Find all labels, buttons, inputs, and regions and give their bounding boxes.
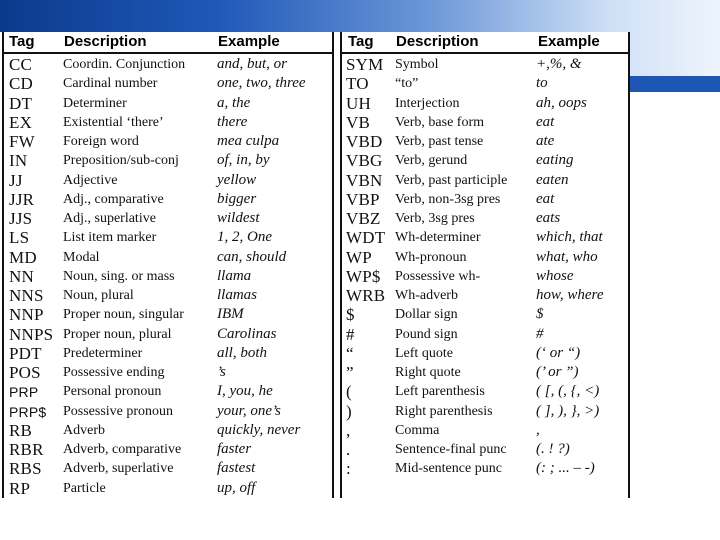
description-cell: Proper noun, singular bbox=[63, 307, 184, 323]
tag-cell: RP bbox=[9, 478, 31, 498]
table-row bbox=[342, 189, 628, 208]
description-cell: Comma bbox=[395, 422, 440, 438]
example-cell: ah, oops bbox=[536, 94, 587, 111]
table-row bbox=[4, 131, 332, 150]
description-cell: Foreign word bbox=[63, 134, 139, 149]
example-cell: yellow bbox=[217, 171, 257, 188]
description-cell: Adjective bbox=[63, 172, 118, 188]
right-table-panel bbox=[340, 32, 630, 498]
table-header bbox=[342, 32, 628, 54]
table-row bbox=[4, 343, 332, 362]
description-cell: Noun, plural bbox=[63, 288, 134, 303]
pos-tag-table bbox=[0, 32, 628, 498]
table-row bbox=[4, 208, 332, 227]
description-cell: Preposition/sub-conj bbox=[63, 153, 179, 169]
description-cell: Coordin. Conjunction bbox=[63, 57, 186, 72]
example-cell: eat bbox=[536, 190, 555, 207]
example-cell: , bbox=[536, 421, 540, 438]
table-row bbox=[4, 266, 332, 285]
tag-cell: JJ bbox=[9, 170, 23, 190]
example-cell: ( [, (, {, <) bbox=[536, 383, 600, 400]
tag-cell: POS bbox=[9, 363, 41, 382]
description-cell: Mid-sentence punc bbox=[395, 461, 502, 477]
description-cell: Proper noun, plural bbox=[63, 326, 172, 342]
tag-cell: VBN bbox=[346, 170, 383, 190]
table-row bbox=[342, 227, 628, 246]
example-cell: one, two, three bbox=[217, 75, 306, 92]
tag-cell: , bbox=[346, 420, 351, 440]
description-cell: Adverb, comparative bbox=[63, 442, 182, 457]
table-row bbox=[342, 304, 628, 323]
tag-cell: CC bbox=[9, 55, 33, 74]
left-table-rows bbox=[4, 54, 332, 497]
tag-cell: UH bbox=[346, 93, 371, 113]
tag-cell: RB bbox=[9, 420, 33, 440]
description-cell: Right quote bbox=[395, 365, 461, 380]
tag-cell: ) bbox=[346, 401, 352, 421]
description-cell: Pound sign bbox=[395, 326, 458, 342]
example-cell: can, should bbox=[217, 248, 287, 265]
description-cell: Modal bbox=[63, 249, 100, 265]
example-cell: how, where bbox=[536, 287, 604, 303]
table-row bbox=[342, 439, 628, 458]
tag-cell: VB bbox=[346, 112, 371, 132]
example-cell: (. ! ?) bbox=[536, 441, 570, 457]
tag-cell: VBG bbox=[346, 151, 383, 171]
description-cell: Verb, base form bbox=[395, 114, 485, 130]
tag-cell: “ bbox=[346, 343, 354, 363]
banner-accent-bar bbox=[628, 76, 720, 92]
example-cell: there bbox=[217, 113, 248, 130]
table-row bbox=[342, 73, 628, 92]
table-header bbox=[4, 32, 332, 54]
tag-cell: # bbox=[346, 324, 355, 344]
table-row bbox=[4, 54, 332, 73]
tag-cell: JJS bbox=[9, 209, 33, 228]
tag-cell: MD bbox=[9, 247, 37, 267]
table-row bbox=[342, 170, 628, 189]
example-cell: and, but, or bbox=[217, 56, 288, 72]
description-cell: Adverb bbox=[63, 422, 105, 438]
tag-cell: NNS bbox=[9, 286, 44, 305]
column-header-tag: Tag bbox=[9, 33, 35, 50]
tag-cell: SYM bbox=[346, 55, 384, 74]
description-cell: Adverb, superlative bbox=[63, 461, 174, 477]
example-cell: eating bbox=[536, 152, 574, 169]
tag-cell: IN bbox=[9, 151, 28, 171]
tag-cell: VBP bbox=[346, 189, 380, 209]
table-row bbox=[4, 189, 332, 208]
example-cell: quickly, never bbox=[217, 421, 301, 438]
example-cell: fastest bbox=[217, 460, 256, 477]
description-cell: Dollar sign bbox=[395, 307, 458, 323]
table-row bbox=[342, 150, 628, 169]
table-row bbox=[4, 227, 332, 246]
tag-cell: PDT bbox=[9, 343, 42, 363]
right-table-rows bbox=[342, 54, 628, 478]
example-cell: ( ], ), }, >) bbox=[536, 402, 600, 419]
table-row bbox=[342, 285, 628, 304]
tag-cell: WDT bbox=[346, 228, 386, 248]
table-row bbox=[4, 304, 332, 323]
tag-cell: : bbox=[346, 459, 351, 479]
example-cell: all, both bbox=[217, 344, 268, 361]
description-cell: Interjection bbox=[395, 95, 460, 111]
description-cell: Verb, past tense bbox=[395, 134, 484, 149]
description-cell: Wh-adverb bbox=[395, 288, 458, 303]
tag-cell: VBZ bbox=[346, 209, 381, 228]
example-cell: $ bbox=[536, 306, 544, 323]
tag-cell: $ bbox=[346, 305, 355, 325]
tag-cell: PRP bbox=[9, 384, 39, 401]
description-cell: Cardinal number bbox=[63, 76, 158, 92]
column-header-tag: Tag bbox=[348, 33, 374, 50]
description-cell: Possessive wh- bbox=[395, 268, 481, 284]
table-row bbox=[342, 112, 628, 131]
description-cell: Sentence-final punc bbox=[395, 442, 507, 457]
column-header-example: Example bbox=[218, 33, 280, 50]
tag-cell: WRB bbox=[346, 286, 386, 305]
tag-cell: WP$ bbox=[346, 266, 381, 286]
table-row bbox=[342, 401, 628, 420]
table-row bbox=[4, 247, 332, 266]
description-cell: Particle bbox=[63, 480, 106, 496]
example-cell: (: ; ... – -) bbox=[536, 460, 595, 477]
table-row bbox=[4, 478, 332, 497]
description-cell: Verb, gerund bbox=[395, 153, 468, 169]
table-row bbox=[342, 54, 628, 73]
example-cell: whose bbox=[536, 267, 574, 284]
description-cell: Verb, 3sg pres bbox=[395, 211, 475, 226]
example-cell: to bbox=[536, 75, 548, 92]
example-cell: 1, 2, One bbox=[217, 229, 272, 246]
description-cell: Determiner bbox=[63, 95, 127, 111]
tag-cell: EX bbox=[9, 112, 33, 132]
table-row bbox=[342, 362, 628, 381]
table-row bbox=[4, 439, 332, 458]
example-cell: +,%, & bbox=[536, 56, 582, 72]
tag-cell: PRP$ bbox=[9, 403, 47, 420]
example-cell: up, off bbox=[217, 479, 256, 496]
example-cell: your, one’s bbox=[217, 402, 281, 419]
example-cell: eats bbox=[536, 210, 561, 226]
description-cell: Adj., comparative bbox=[63, 191, 164, 207]
table-row bbox=[342, 93, 628, 112]
table-row bbox=[342, 458, 628, 477]
table-row bbox=[4, 362, 332, 381]
description-cell: Verb, past participle bbox=[395, 172, 508, 188]
tag-cell: RBS bbox=[9, 459, 42, 479]
table-row bbox=[4, 112, 332, 131]
example-cell: faster bbox=[217, 441, 252, 457]
tag-cell: . bbox=[346, 440, 351, 459]
description-cell: Left quote bbox=[395, 345, 453, 361]
table-row bbox=[4, 324, 332, 343]
example-cell: what, who bbox=[536, 248, 598, 265]
description-cell: Symbol bbox=[395, 57, 439, 72]
table-row bbox=[342, 266, 628, 285]
description-cell: Personal pronoun bbox=[63, 384, 162, 400]
table-row bbox=[342, 247, 628, 266]
tag-cell: VBD bbox=[346, 132, 383, 151]
column-header-example: Example bbox=[538, 33, 600, 50]
description-cell: Wh-pronoun bbox=[395, 249, 467, 265]
table-row bbox=[4, 150, 332, 169]
table-row bbox=[4, 420, 332, 439]
tag-cell: WP bbox=[346, 247, 372, 267]
table-row bbox=[342, 381, 628, 400]
example-cell: ate bbox=[536, 133, 555, 149]
description-cell: Predeterminer bbox=[63, 345, 143, 361]
example-cell: Carolinas bbox=[217, 325, 277, 342]
table-row bbox=[4, 458, 332, 477]
description-cell: “to” bbox=[395, 76, 419, 92]
tag-cell: RBR bbox=[9, 440, 44, 459]
table-row bbox=[4, 381, 332, 400]
example-cell: eat bbox=[536, 113, 555, 130]
description-cell: Adj., superlative bbox=[63, 211, 156, 226]
table-row bbox=[4, 170, 332, 189]
table-row bbox=[4, 93, 332, 112]
table-row bbox=[342, 131, 628, 150]
example-cell: llamas bbox=[217, 287, 258, 303]
example-cell: eaten bbox=[536, 171, 569, 188]
tag-cell: ( bbox=[346, 382, 352, 402]
tag-cell: ” bbox=[346, 363, 354, 382]
description-cell: Possessive ending bbox=[63, 365, 165, 380]
example-cell: llama bbox=[217, 267, 252, 284]
description-cell: Left parenthesis bbox=[395, 384, 485, 400]
example-cell: mea culpa bbox=[217, 133, 280, 149]
example-cell: bigger bbox=[217, 190, 257, 207]
description-cell: Verb, non-3sg pres bbox=[395, 191, 501, 207]
example-cell: ’s bbox=[217, 364, 226, 380]
description-cell: Noun, sing. or mass bbox=[63, 268, 175, 284]
description-cell: Right parenthesis bbox=[395, 403, 493, 419]
description-cell: List item marker bbox=[63, 230, 157, 246]
tag-cell: DT bbox=[9, 93, 33, 113]
example-cell: wildest bbox=[217, 210, 260, 226]
table-row bbox=[342, 420, 628, 439]
example-cell: # bbox=[536, 325, 544, 342]
left-table-panel bbox=[2, 32, 334, 498]
description-cell: Wh-determiner bbox=[395, 230, 481, 246]
column-header-description: Description bbox=[396, 33, 479, 50]
tag-cell: NNP bbox=[9, 305, 44, 325]
description-cell: Possessive pronoun bbox=[63, 403, 174, 419]
tag-cell: JJR bbox=[9, 189, 35, 209]
example-cell: which, that bbox=[536, 229, 603, 246]
tag-cell: LS bbox=[9, 228, 30, 248]
table-row bbox=[342, 208, 628, 227]
table-row bbox=[342, 324, 628, 343]
example-cell: of, in, by bbox=[217, 152, 270, 169]
tag-cell: NN bbox=[9, 266, 34, 286]
example-cell: (’ or ”) bbox=[536, 364, 579, 380]
column-header-description: Description bbox=[64, 33, 147, 50]
table-row bbox=[4, 285, 332, 304]
example-cell: a, the bbox=[217, 94, 251, 111]
table-row bbox=[4, 401, 332, 420]
tag-cell: CD bbox=[9, 74, 34, 94]
table-row bbox=[4, 73, 332, 92]
tag-cell: FW bbox=[9, 132, 35, 151]
tag-cell: TO bbox=[346, 74, 369, 94]
example-cell: I, you, he bbox=[217, 383, 273, 400]
description-cell: Existential ‘there’ bbox=[63, 114, 164, 130]
example-cell: (‘ or “) bbox=[536, 344, 581, 361]
example-cell: IBM bbox=[217, 306, 244, 323]
table-row bbox=[342, 343, 628, 362]
tag-cell: NNPS bbox=[9, 324, 54, 344]
